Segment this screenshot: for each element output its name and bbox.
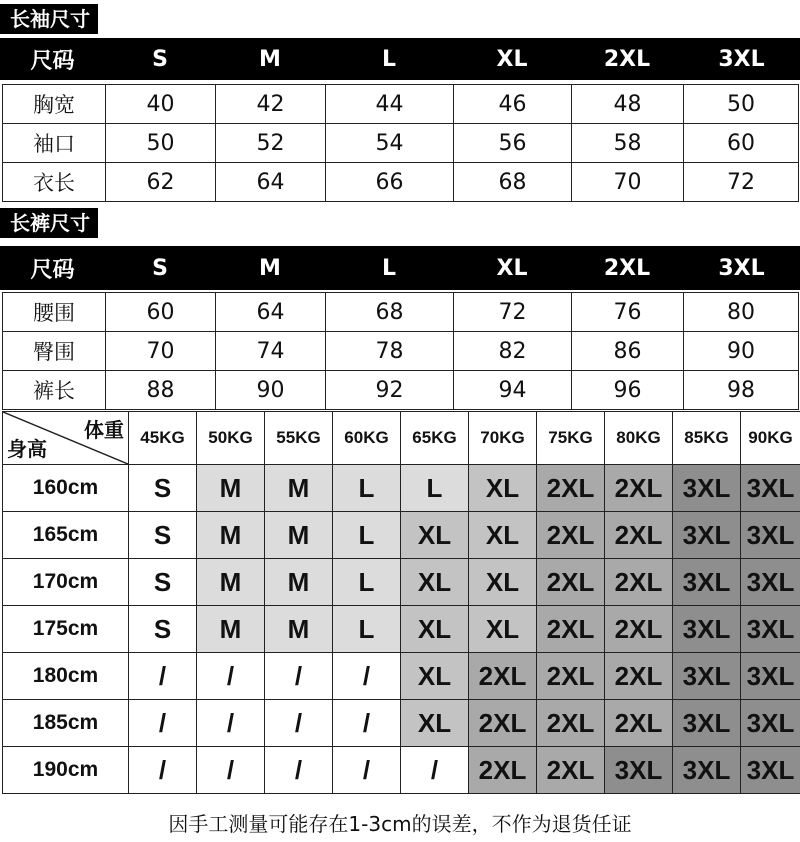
- size-cell: S: [129, 512, 197, 559]
- size-col: 3XL: [718, 46, 765, 72]
- size-cell: 3XL: [673, 700, 741, 747]
- size-cell: /: [265, 747, 333, 794]
- table-row: [3, 163, 799, 202]
- size-cell: M: [265, 465, 333, 512]
- size-cell: 2XL: [537, 606, 605, 653]
- table-cell: 66: [326, 163, 454, 202]
- size-cell: /: [333, 700, 401, 747]
- size-col: S: [152, 46, 168, 72]
- size-cell: 2XL: [605, 653, 673, 700]
- table-cell: 52: [216, 124, 326, 163]
- height-row-label: 185cm: [3, 700, 129, 747]
- weight-col: 90KG: [741, 412, 800, 465]
- weight-col: 65KG: [401, 412, 469, 465]
- table-cell: 88: [106, 371, 216, 410]
- disclaimer-text: 因手工测量可能存在1-3cm的误差，不作为退货任证: [168, 812, 632, 836]
- size-cell: M: [197, 512, 265, 559]
- size-cell: /: [129, 747, 197, 794]
- size-cell: XL: [401, 700, 469, 747]
- size-cell: 2XL: [469, 700, 537, 747]
- corner-header: [3, 412, 129, 465]
- weight-col: 45KG: [129, 412, 197, 465]
- size-cell: L: [333, 606, 401, 653]
- size-cell: /: [197, 747, 265, 794]
- size-cell: XL: [401, 512, 469, 559]
- size-cell: L: [333, 465, 401, 512]
- size-cell: 3XL: [673, 606, 741, 653]
- weight-col: 70KG: [469, 412, 537, 465]
- size-cell: 3XL: [673, 747, 741, 794]
- size-cell: 3XL: [741, 606, 800, 653]
- table-row: [3, 559, 800, 606]
- size-cell: 2XL: [537, 747, 605, 794]
- size-cell: 3XL: [673, 512, 741, 559]
- size-cell: 3XL: [673, 559, 741, 606]
- size-cell: 3XL: [741, 653, 800, 700]
- size-cell: 2XL: [537, 559, 605, 606]
- size-cell: XL: [401, 559, 469, 606]
- size-cell: 3XL: [741, 700, 800, 747]
- sleeve-section-title: 长袖尺寸: [0, 4, 98, 34]
- weight-col: 85KG: [673, 412, 741, 465]
- size-cell: L: [401, 465, 469, 512]
- size-cell: 2XL: [537, 653, 605, 700]
- table-row: [3, 465, 800, 512]
- size-cell: XL: [469, 606, 537, 653]
- table-cell: 42: [216, 85, 326, 124]
- table-cell: 78: [326, 332, 454, 371]
- table-row: [3, 293, 799, 332]
- table-cell: 68: [326, 293, 454, 332]
- size-cell: 2XL: [469, 747, 537, 794]
- table-row: [3, 124, 799, 163]
- table-cell: 70: [572, 163, 684, 202]
- size-cell: /: [333, 653, 401, 700]
- size-cell: M: [197, 559, 265, 606]
- pants-section-title: 长裤尺寸: [0, 208, 98, 238]
- size-cell: M: [265, 559, 333, 606]
- size-cell: 2XL: [537, 512, 605, 559]
- size-cell: /: [129, 700, 197, 747]
- table-cell: 94: [454, 371, 572, 410]
- table-cell: 64: [216, 163, 326, 202]
- table-row: [3, 606, 800, 653]
- table-cell: 46: [454, 85, 572, 124]
- height-label: 身高: [7, 437, 47, 461]
- row-label: 胸宽: [3, 85, 106, 124]
- size-cell: 2XL: [537, 465, 605, 512]
- table-row: [3, 371, 799, 410]
- weight-col: 60KG: [333, 412, 401, 465]
- size-cell: /: [333, 747, 401, 794]
- table-cell: 58: [572, 124, 684, 163]
- size-cell: /: [401, 747, 469, 794]
- table-cell: 80: [684, 293, 799, 332]
- table-row: [3, 85, 799, 124]
- size-cell: S: [129, 606, 197, 653]
- size-col: 3XL: [718, 255, 765, 281]
- size-col: 2XL: [603, 46, 651, 72]
- size-cell: 3XL: [741, 747, 800, 794]
- table-cell: 92: [326, 371, 454, 410]
- height-row-label: 165cm: [3, 512, 129, 559]
- row-label: 裤长: [3, 371, 106, 410]
- size-cell: 2XL: [605, 465, 673, 512]
- weight-col: 55KG: [265, 412, 333, 465]
- size-cell: XL: [401, 606, 469, 653]
- table-cell: 60: [684, 124, 799, 163]
- table-cell: 90: [216, 371, 326, 410]
- table-cell: 48: [572, 85, 684, 124]
- size-cell: 3XL: [605, 747, 673, 794]
- size-cell: XL: [469, 559, 537, 606]
- weight-col: 75KG: [537, 412, 605, 465]
- size-cell: XL: [469, 512, 537, 559]
- size-recommendation-table: [2, 411, 800, 794]
- row-label: 臀围: [3, 332, 106, 371]
- size-cell: L: [333, 559, 401, 606]
- table-cell: 62: [106, 163, 216, 202]
- table-row: [3, 653, 800, 700]
- size-cell: 2XL: [605, 512, 673, 559]
- size-cell: 3XL: [741, 512, 800, 559]
- table-cell: 64: [216, 293, 326, 332]
- size-cell: 3XL: [673, 653, 741, 700]
- pants-size-header: [0, 246, 800, 290]
- table-cell: 68: [454, 163, 572, 202]
- table-cell: 70: [106, 332, 216, 371]
- table-cell: 98: [684, 371, 799, 410]
- table-cell: 72: [454, 293, 572, 332]
- height-row-label: 175cm: [3, 606, 129, 653]
- size-cell: M: [265, 606, 333, 653]
- weight-col: 80KG: [605, 412, 673, 465]
- size-cell: L: [333, 512, 401, 559]
- table-row: [3, 700, 800, 747]
- size-cell: XL: [469, 465, 537, 512]
- table-row: [3, 332, 799, 371]
- size-cell: M: [197, 606, 265, 653]
- size-col: M: [259, 255, 281, 281]
- table-cell: 40: [106, 85, 216, 124]
- pants-table: [2, 292, 799, 410]
- size-cell: /: [197, 653, 265, 700]
- height-row-label: 160cm: [3, 465, 129, 512]
- table-row: [3, 747, 800, 794]
- table-cell: 54: [326, 124, 454, 163]
- table-cell: 74: [216, 332, 326, 371]
- table-cell: 82: [454, 332, 572, 371]
- table-cell: 56: [454, 124, 572, 163]
- height-row-label: 190cm: [3, 747, 129, 794]
- size-label: 尺码: [30, 48, 75, 74]
- size-cell: 2XL: [537, 700, 605, 747]
- size-cell: 2XL: [605, 559, 673, 606]
- table-cell: 60: [106, 293, 216, 332]
- row-label: 腰围: [3, 293, 106, 332]
- table-cell: 86: [572, 332, 684, 371]
- size-cell: /: [265, 700, 333, 747]
- size-cell: 3XL: [673, 465, 741, 512]
- size-label: 尺码: [30, 257, 75, 283]
- size-col: S: [152, 255, 168, 281]
- size-cell: S: [129, 465, 197, 512]
- size-cell: 2XL: [605, 700, 673, 747]
- sleeve-size-header: [0, 38, 800, 80]
- table-row: [3, 512, 800, 559]
- size-cell: M: [265, 512, 333, 559]
- size-cell: 2XL: [469, 653, 537, 700]
- height-row-label: 180cm: [3, 653, 129, 700]
- size-col: 2XL: [603, 255, 651, 281]
- weight-header-row: [3, 412, 800, 465]
- size-col: L: [381, 46, 397, 72]
- table-cell: 50: [684, 85, 799, 124]
- table-cell: 50: [106, 124, 216, 163]
- size-cell: 3XL: [741, 465, 800, 512]
- table-cell: 44: [326, 85, 454, 124]
- size-col: M: [259, 46, 281, 72]
- size-cell: /: [197, 700, 265, 747]
- size-col: XL: [496, 255, 528, 281]
- size-col: L: [381, 255, 397, 281]
- size-cell: XL: [401, 653, 469, 700]
- size-cell: /: [265, 653, 333, 700]
- weight-col: 50KG: [197, 412, 265, 465]
- size-col: XL: [496, 46, 528, 72]
- size-cell: /: [129, 653, 197, 700]
- sleeve-table: [2, 84, 799, 202]
- size-cell: 2XL: [605, 606, 673, 653]
- table-cell: 96: [572, 371, 684, 410]
- table-cell: 90: [684, 332, 799, 371]
- table-cell: 72: [684, 163, 799, 202]
- size-cell: S: [129, 559, 197, 606]
- size-cell: 3XL: [741, 559, 800, 606]
- row-label: 袖口: [3, 124, 106, 163]
- weight-label: 体重: [84, 418, 124, 442]
- size-cell: M: [197, 465, 265, 512]
- height-row-label: 170cm: [3, 559, 129, 606]
- table-cell: 76: [572, 293, 684, 332]
- row-label: 衣长: [3, 163, 106, 202]
